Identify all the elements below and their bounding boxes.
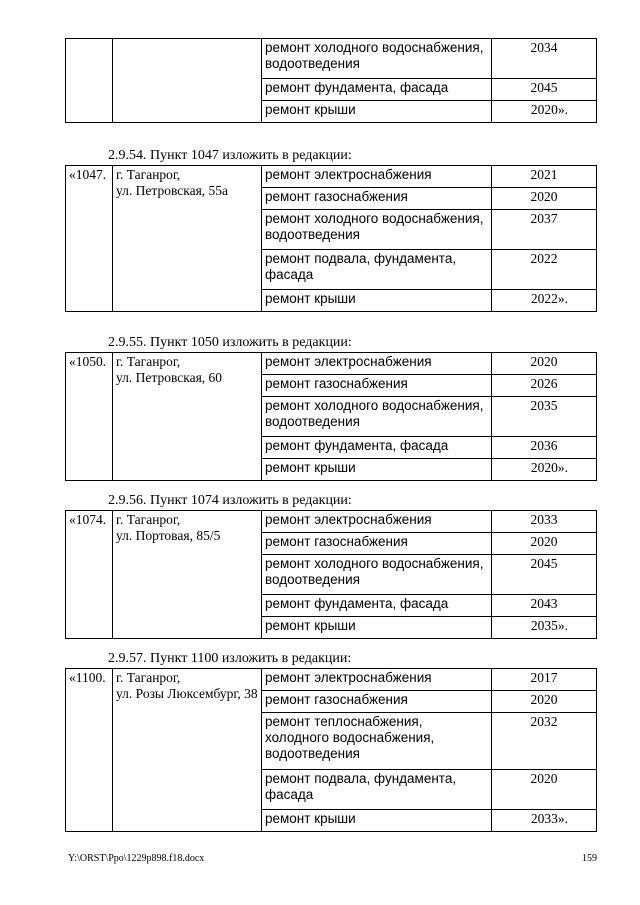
- work-cell: ремонт газоснабжения: [262, 375, 492, 397]
- address-cell: [113, 166, 262, 312]
- work-cell: ремонт теплоснабжения, холодного водоснабжения, водоотведения: [262, 713, 492, 770]
- address-cell: [113, 669, 262, 832]
- item-number: «1100.: [66, 669, 113, 832]
- address-street: ул. Портовая, 85/5: [116, 528, 221, 543]
- year-cell: 2043: [492, 595, 597, 617]
- work-cell: ремонт электроснабжения: [262, 511, 492, 533]
- address-street: ул. Розы Люксембург, 38: [116, 686, 258, 701]
- work-cell: ремонт фундамента, фасада: [262, 595, 492, 617]
- page-number: 159: [582, 853, 597, 864]
- file-path: Y:\ORST\Ppo\1229p898.f18.docx: [68, 853, 205, 864]
- work-cell: ремонт электроснабжения: [262, 353, 492, 375]
- work-cell: ремонт газоснабжения: [262, 533, 492, 555]
- address-city: г. Таганрог,: [116, 670, 181, 685]
- number-cell: [66, 39, 113, 123]
- work-cell: ремонт холодного водоснабжения, водоотведения: [262, 210, 492, 250]
- work-cell: ремонт крыши: [262, 617, 492, 639]
- year-cell: 2021: [492, 166, 597, 188]
- work-cell: ремонт подвала, фундамента, фасада: [262, 250, 492, 290]
- year-cell: 2033: [492, 511, 597, 533]
- work-cell: ремонт подвала, фундамента, фасада: [262, 770, 492, 810]
- year-cell: 2022».: [492, 290, 597, 312]
- year-cell: 2036: [492, 437, 597, 459]
- year-cell: 2020: [492, 533, 597, 555]
- address-cell: [113, 511, 262, 639]
- work-cell: ремонт газоснабжения: [262, 691, 492, 713]
- year-cell: 2034: [492, 39, 597, 79]
- work-cell: ремонт фундамента, фасада: [262, 79, 492, 101]
- item-number: «1074.: [66, 511, 113, 639]
- address-city: г. Таганрог,: [116, 512, 181, 527]
- year-cell: 2037: [492, 210, 597, 250]
- section-heading: 2.9.54. Пункт 1047 изложить в редакции:: [108, 148, 352, 163]
- amendment-table: [65, 510, 597, 639]
- address-cell: [113, 39, 262, 123]
- year-cell: 2020: [492, 691, 597, 713]
- address-city: г. Таганрог,: [116, 354, 181, 369]
- item-number: «1050.: [66, 353, 113, 481]
- work-cell: ремонт крыши: [262, 290, 492, 312]
- year-cell: 2045: [492, 79, 597, 101]
- year-cell: 2020: [492, 770, 597, 810]
- year-cell: 2045: [492, 555, 597, 595]
- item-number: «1047.: [66, 166, 113, 312]
- amendment-table: [65, 352, 597, 481]
- year-cell: 2020».: [492, 101, 597, 123]
- work-cell: ремонт крыши: [262, 101, 492, 123]
- section-heading: 2.9.55. Пункт 1050 изложить в редакции:: [108, 335, 352, 350]
- year-cell: 2020».: [492, 459, 597, 481]
- work-cell: ремонт холодного водоснабжения, водоотведения: [262, 555, 492, 595]
- work-cell: ремонт электроснабжения: [262, 669, 492, 691]
- continuation-table: [65, 38, 597, 123]
- year-cell: 2032: [492, 713, 597, 770]
- address-street: ул. Петровская, 55а: [116, 183, 229, 198]
- section-heading: 2.9.57. Пункт 1100 изложить в редакции:: [108, 651, 352, 666]
- address-city: г. Таганрог,: [116, 167, 181, 182]
- year-cell: 2020: [492, 353, 597, 375]
- address-cell: [113, 353, 262, 481]
- work-cell: ремонт газоснабжения: [262, 188, 492, 210]
- year-cell: 2026: [492, 375, 597, 397]
- work-cell: ремонт крыши: [262, 459, 492, 481]
- amendment-table: [65, 165, 597, 312]
- work-cell: ремонт холодного водоснабжения, водоотведения: [262, 397, 492, 437]
- year-cell: 2017: [492, 669, 597, 691]
- year-cell: 2035».: [492, 617, 597, 639]
- amendment-table: [65, 668, 597, 832]
- year-cell: 2022: [492, 250, 597, 290]
- section-heading: 2.9.56. Пункт 1074 изложить в редакции:: [108, 493, 352, 508]
- address-street: ул. Петровская, 60: [116, 370, 223, 385]
- work-cell: ремонт холодного водоснабжения, водоотведения: [262, 39, 492, 79]
- work-cell: ремонт крыши: [262, 810, 492, 832]
- work-cell: ремонт фундамента, фасада: [262, 437, 492, 459]
- year-cell: 2020: [492, 188, 597, 210]
- work-cell: ремонт электроснабжения: [262, 166, 492, 188]
- year-cell: 2035: [492, 397, 597, 437]
- year-cell: 2033».: [492, 810, 597, 832]
